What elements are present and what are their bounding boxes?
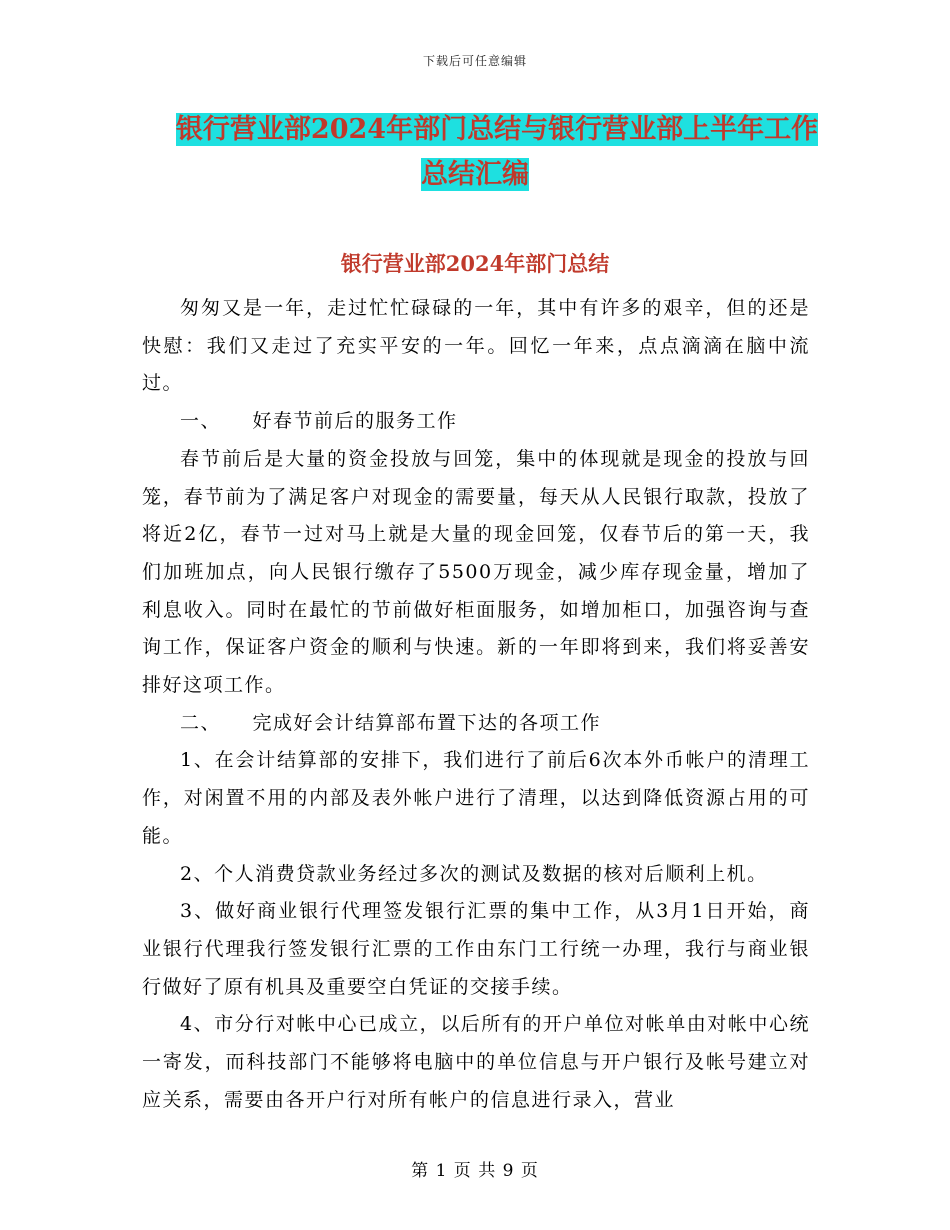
heading-item-1: 一、 好春节前后的服务工作: [180, 410, 458, 433]
paragraph-point-1: 1、在会计结算部的安排下，我们进行了前后6次本外币帐户的清理工作，对闲置不用的内部及表外帐户进行了清理，以达到降低资源占用的可能。: [142, 749, 810, 847]
page-number-footer: 第 1 页 共 9 页: [411, 1161, 539, 1181]
document-title-line1: [22, 112, 950, 147]
heading-item-2: 二、 完成好会计结算部布置下达的各项工作: [180, 711, 602, 734]
page-header-note: 下载后可任意编辑: [422, 54, 527, 68]
paragraph-point-4: 4、市分行对帐中心已成立，以后所有的开户单位对帐单由对帐中心统一寄发，而科技部门不能够将电脑中的单位信息与开户银行及帐号建立对应关系，需要由各开户行对所有帐户的信息进行录入，营业: [142, 1013, 810, 1111]
paragraph-intro: 匆匆又是一年，走过忙忙碌碌的一年，其中有许多的艰辛，但的还是快慰：我们又走过了充实平安的一年。回忆一年来，点点滴滴在脑中流过。: [142, 297, 810, 395]
document-title-line1-text: 银行营业部2024年部门总结与银行营业部上半年工作: [175, 114, 819, 145]
document-title-line2: [0, 157, 950, 192]
document-body: [142, 290, 810, 1119]
paragraph-spring-festival: 春节前后是大量的资金投放与回笼，集中的体现就是现金的投放与回笼，春节前为了满足客户对现金的需要量，每天从人民银行取款，投放了将近2亿，春节一过对马上就是大量的现金回笼，仅春节后的第一天，我们加班加点，向人民银行缴存了5500万现金，减少库存现金量，增加了利息收入。同时在最忙的节前做好柜面服务，如增加柜口，加强咨询与查询工作，保证客户资金的顺利与快速。新的一年即将到来，我们将妥善安排好这项工作。: [142, 447, 810, 697]
paragraph-point-3: 3、做好商业银行代理签发银行汇票的集中工作，从3月1日开始，商业银行代理我行签发银行汇票的工作由东门工行统一办理，我行与商业银行做好了原有机具及重要空白凭证的交接手续。: [142, 900, 810, 998]
section-title: 银行营业部2024年部门总结: [340, 251, 610, 276]
document-title-line2-text: 总结汇编: [421, 159, 529, 190]
paragraph-point-2: 2、个人消费贷款业务经过多次的测试及数据的核对后顺利上机。: [180, 862, 768, 885]
